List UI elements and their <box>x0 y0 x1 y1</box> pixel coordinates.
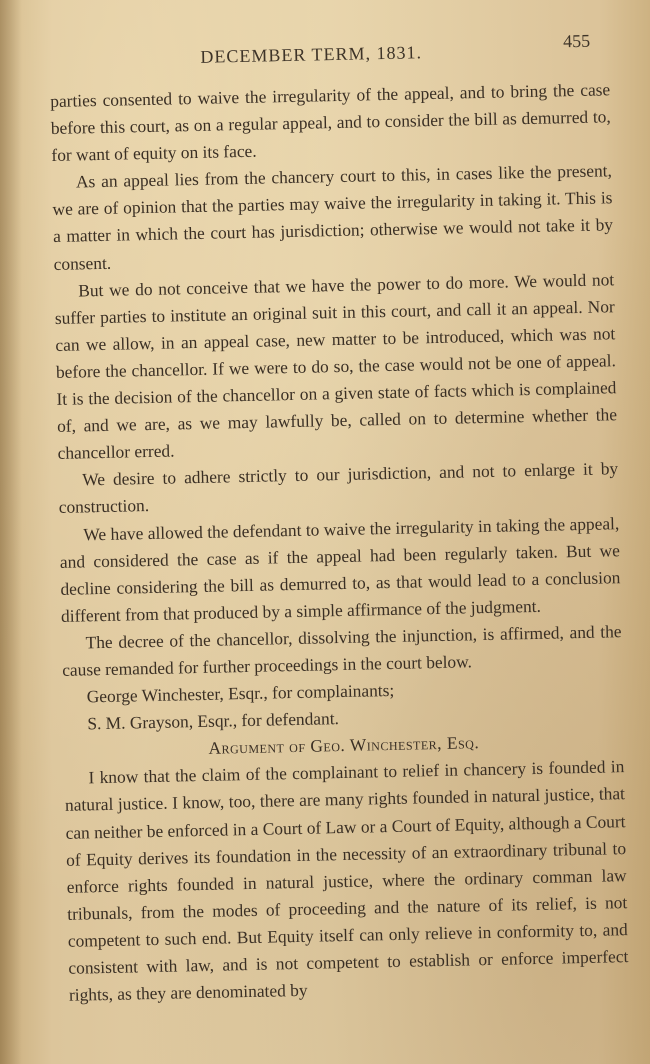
running-head: DECEMBER TERM, 1831. <box>200 42 423 67</box>
page-header <box>50 30 611 72</box>
paragraph: As an appeal lies from the chancery court to this, in cases like the present, we are of opinion that the parties may waive the irregularity in taking it. This is a matter in which the court has jurisdiction; otherwise we would not take it by consent. <box>52 160 614 274</box>
body-text <box>50 76 629 1009</box>
paragraph: We desire to adhere strictly to our jurisdiction, and not to enlarge it by construction. <box>58 458 619 518</box>
argument-paragraph: I know that the claim of the complainant to relief in chancery is founded in natural justice. I know, too, there are many rights founded in natural justice, that can neither be enforced in a Court of Law or a Court of Equity, although a Court of Equity derives its foundation in the necessity of an extraordinary tribunal to enforce rights founded in natural justice, where the ordinary comman law tribunals, from the modes of proceeding and the nature of its relief, is not competent to such end. But Equity itself can only relieve in conformity to, and consistent with law, and is not competent to establish or enforce imperfect rights, as they are denominated by <box>64 756 629 1005</box>
paragraph: But we do not conceive that we have the power to do more. We would not suffer parties to institute an original suit in this court, and call it an appeal. Nor can we allow, in an appeal case, new matter to be introduced, which was not before the chancellor. If we were to do so, the case would not be one of appeal. It is the decision of the chancellor on a given state of facts which is complained of, and we are, as we may lawfully be, called on to determine whether the chancellor erred. <box>54 268 618 464</box>
paragraph-continued: parties consented to waive the irregularity of the appeal, and to bring the case before this court, as on a regular appeal, and to consider the bill as demurred to, for want of equity on its face. <box>50 79 611 166</box>
page-gutter-shadow <box>0 0 22 1064</box>
counsel-line: S. M. Grayson, Esqr., for defendant. <box>87 708 340 734</box>
page-number: 455 <box>562 30 591 52</box>
argument-heading: Argument of Geo. Winchester, Esq. <box>208 732 480 759</box>
paragraph: The decree of the chancellor, dissolving the injunction, is affirmed, and the cause remanded for further proceedings in the court below. <box>61 621 622 680</box>
counsel-line: George Winchester, Esqr., for complainants; <box>86 679 395 707</box>
paragraph: We have allowed the defendant to waive the irregularity in taking the appeal, and considered the case as if the appeal had been regularly taken. But we decline considering the bill as demurred to, as that would lead to a conclusion different from that produced by a simple affirmance of the judgment. <box>59 512 621 626</box>
